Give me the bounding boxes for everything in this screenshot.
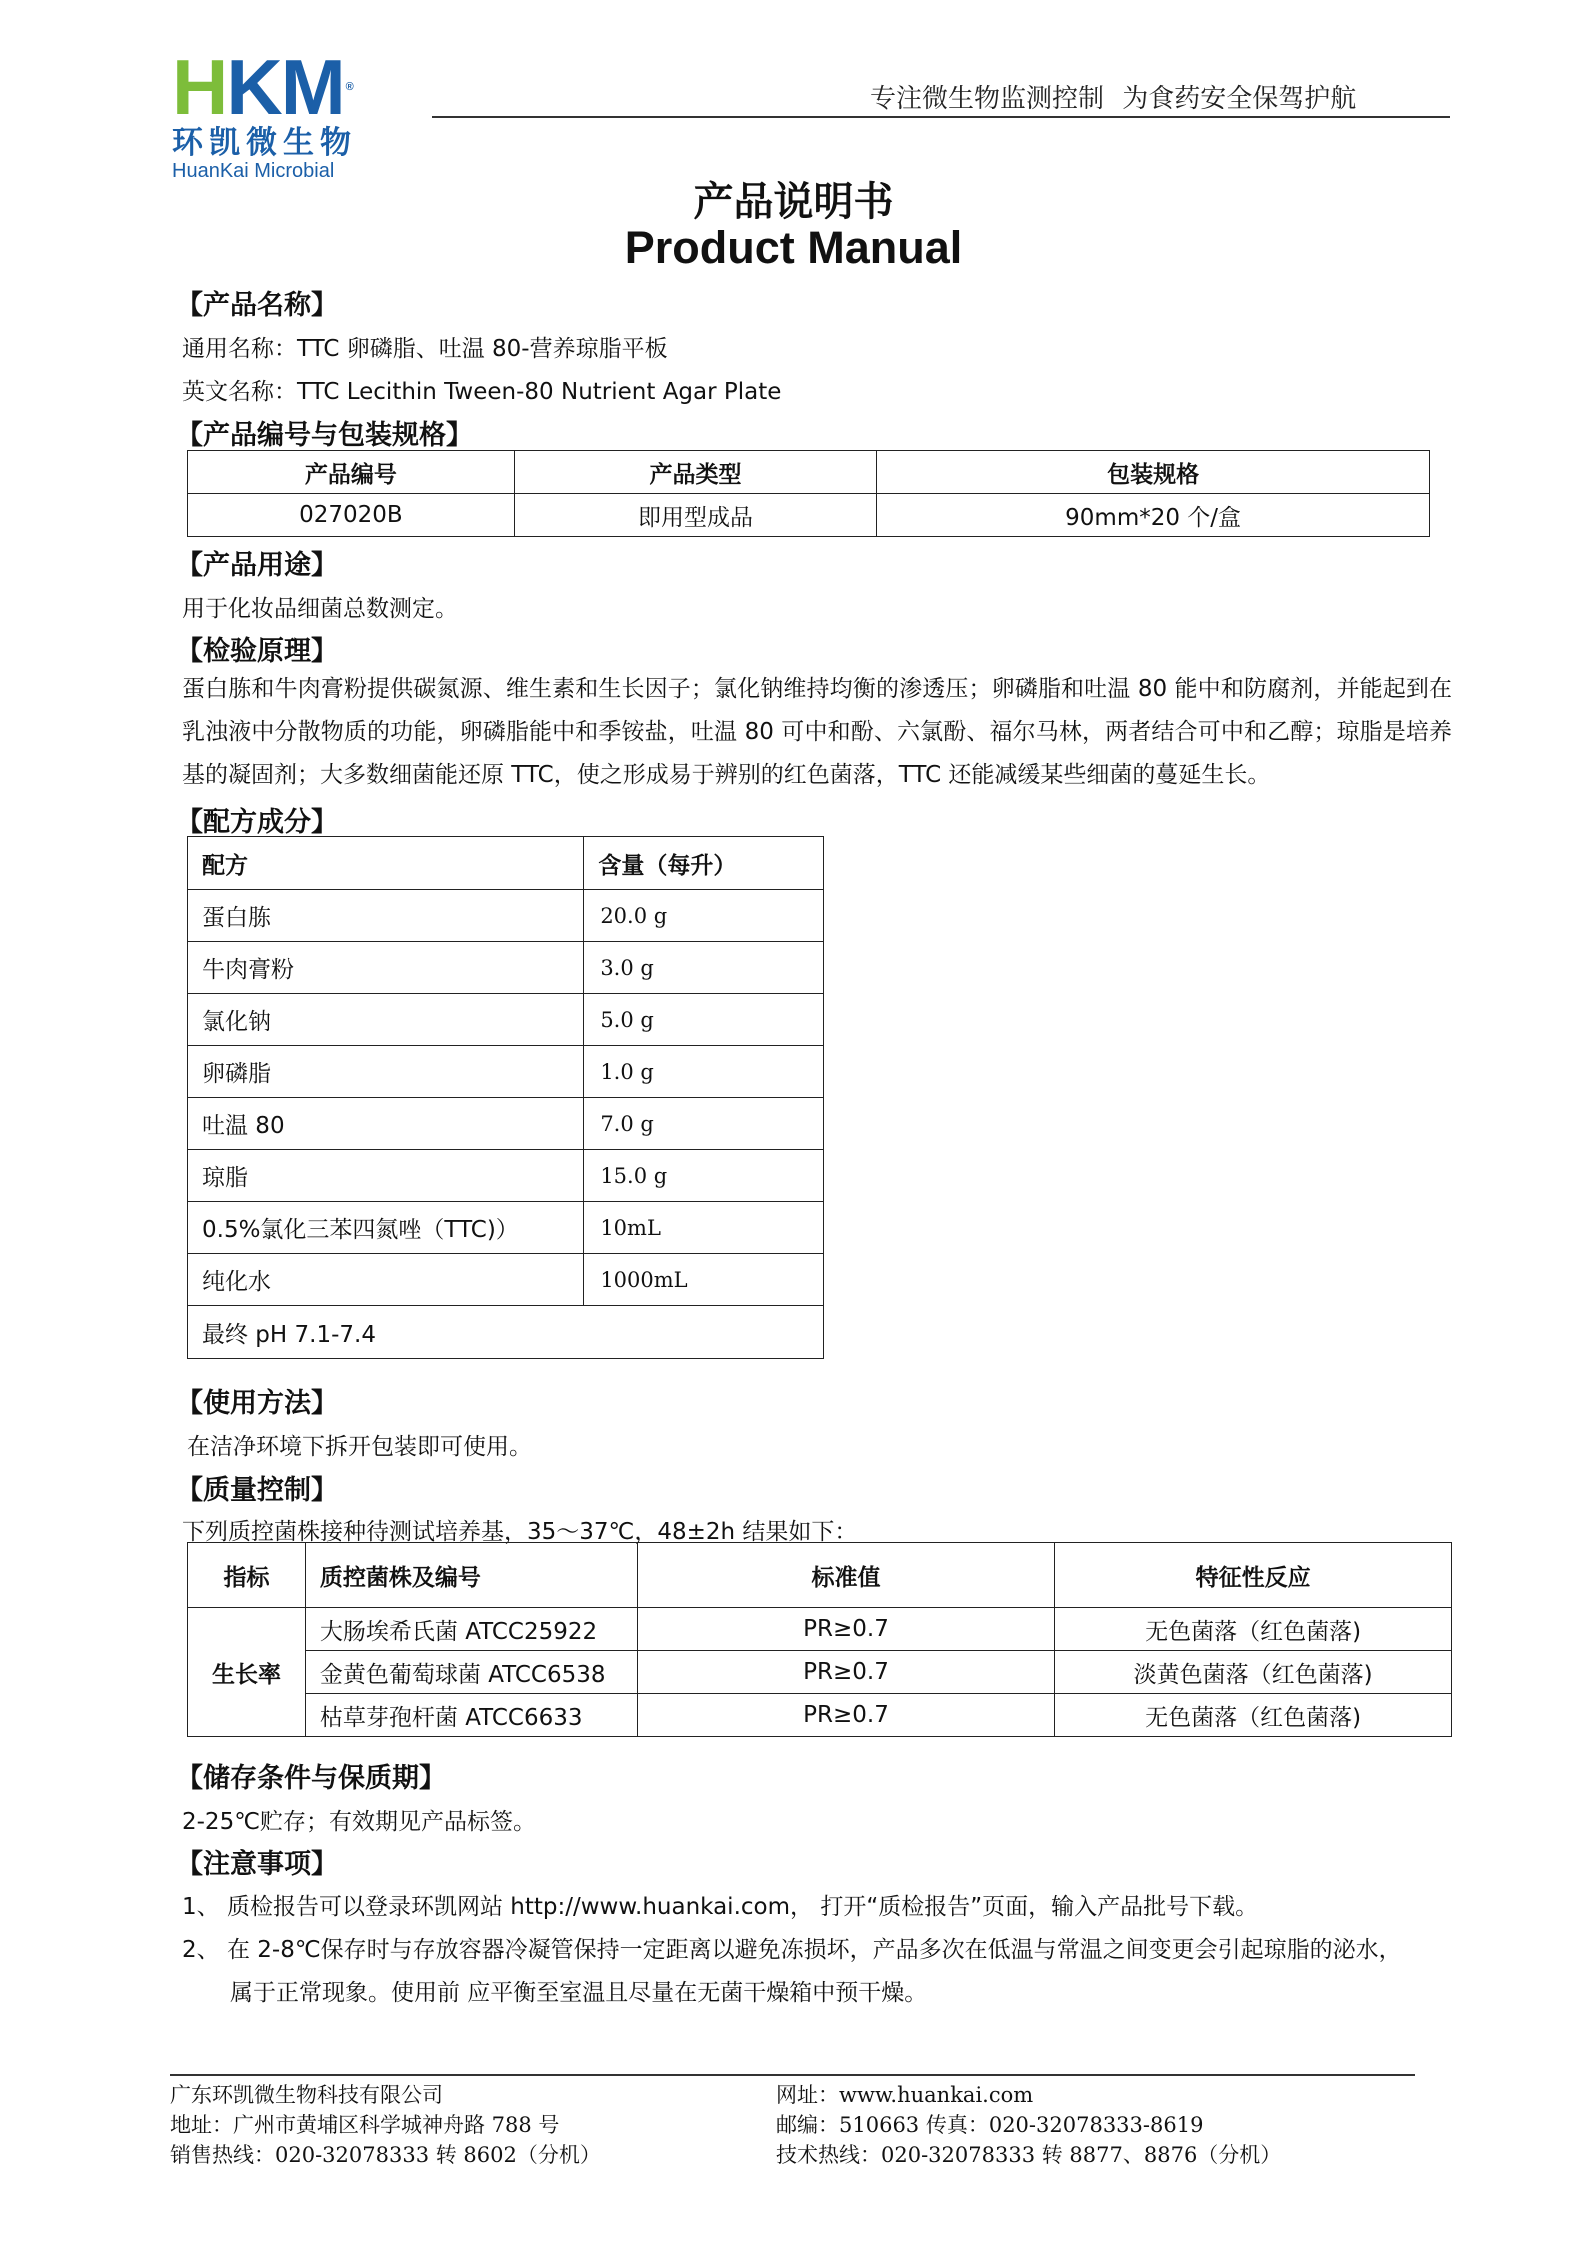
logo-chinese-name: 环凯微生物 — [172, 125, 357, 161]
qc-header-cell: 特征性反应 — [1055, 1543, 1452, 1608]
qc-reaction: 淡黄色菌落（红色菌落) — [1055, 1651, 1452, 1694]
table-row — [188, 1150, 824, 1202]
note-2-line-2: 属于正常现象。使用前 应平衡至室温且尽量在无菌干燥箱中预干燥。 — [230, 1980, 928, 2006]
table-row — [188, 942, 824, 994]
spec-header-cell: 产品类型 — [514, 451, 876, 494]
qc-standard: PR≥0.7 — [637, 1694, 1055, 1737]
qc-reaction: 无色菌落（红色菌落) — [1055, 1694, 1452, 1737]
table-row — [188, 1098, 824, 1150]
use-text: 用于化妆品细菌总数测定。 — [182, 596, 458, 622]
amount: 1000mL — [584, 1254, 824, 1306]
footer-right — [776, 2080, 1281, 2170]
product-type: 即用型成品 — [514, 494, 876, 537]
header-divider — [432, 116, 1450, 118]
footer-website: 网址：www.huankai.com — [776, 2083, 1034, 2107]
table-row — [188, 494, 1430, 537]
qc-strain: 金黄色葡萄球菌 ATCC6538 — [305, 1651, 637, 1694]
product-code: 027020B — [188, 494, 515, 537]
note-1: 1、 质检报告可以登录环凯网站 http://www.huankai.com， 打开“质检报告”页面，输入产品批号下载。 — [182, 1894, 1259, 1920]
company-logo — [172, 43, 432, 182]
formula-header-row — [188, 837, 824, 890]
footer-address: 地址：广州市黄埔区科学城神舟路 788 号 — [170, 2113, 560, 2137]
heading-use: 【产品用途】 — [176, 550, 338, 581]
registered-mark: ® — [345, 81, 352, 93]
amount: 15.0 g — [584, 1150, 824, 1202]
english-name: 英文名称：TTC Lecithin Tween-80 Nutrient Agar Plate — [182, 379, 782, 405]
spec-header-row — [188, 451, 1430, 494]
page-title-cn: 产品说明书 — [693, 179, 894, 225]
formula-header-cell: 配方 — [188, 837, 584, 890]
qc-strain: 大肠埃希氏菌 ATCC25922 — [305, 1608, 637, 1651]
ingredient: 牛肉膏粉 — [188, 942, 584, 994]
qc-header-cell: 质控菌株及编号 — [305, 1543, 637, 1608]
logo-letters — [172, 43, 432, 131]
table-row — [188, 1202, 824, 1254]
slogan: 专注微生物监测控制 为食药安全保驾护航 — [870, 84, 1357, 114]
table-row — [188, 1254, 824, 1306]
qc-header-cell: 指标 — [188, 1543, 306, 1608]
footer-company: 广东环凯微生物科技有限公司 — [170, 2083, 443, 2107]
amount: 20.0 g — [584, 890, 824, 942]
spec-table — [187, 450, 1430, 537]
table-row — [188, 994, 824, 1046]
logo-letter-m: M — [280, 43, 344, 131]
ingredient: 蛋白胨 — [188, 890, 584, 942]
qc-standard: PR≥0.7 — [637, 1651, 1055, 1694]
qc-header-cell: 标准值 — [637, 1543, 1055, 1608]
ingredient: 琼脂 — [188, 1150, 584, 1202]
heading-product-name: 【产品名称】 — [176, 290, 338, 321]
table-row — [188, 1046, 824, 1098]
formula-table — [187, 836, 824, 1359]
final-ph: 最终 pH 7.1-7.4 — [188, 1306, 824, 1359]
table-row — [188, 1651, 1452, 1694]
table-row — [188, 1694, 1452, 1737]
heading-formula: 【配方成分】 — [176, 807, 338, 838]
footer-postcode-fax: 邮编：510663 传真：020-32078333-8619 — [776, 2113, 1204, 2137]
spec-header-cell: 包装规格 — [877, 451, 1430, 494]
ingredient: 卵磷脂 — [188, 1046, 584, 1098]
footer-left — [170, 2080, 601, 2170]
qc-standard: PR≥0.7 — [637, 1608, 1055, 1651]
qc-reaction: 无色菌落（红色菌落) — [1055, 1608, 1452, 1651]
heading-qc: 【质量控制】 — [176, 1475, 338, 1506]
qc-intro: 下列质控菌株接种待测试培养基，35～37℃，48±2h 结果如下： — [182, 1519, 858, 1545]
storage-text: 2-25℃贮存；有效期见产品标签。 — [182, 1809, 537, 1835]
logo-letter-k: K — [226, 43, 281, 131]
principle-text: 蛋白胨和牛肉膏粉提供碳氮源、维生素和生长因子；氯化钠维持均衡的渗透压；卵磷脂和吐温 80 能中和防腐剂，并能起到在乳浊液中分散物质的功能，卵磷脂能中和季铵盐，吐温 80 可中和酚、六氯酚、福尔马林，两者结合可中和乙醇；琼脂是培养基的凝固剂；大多数细菌能还原 TTC，使之形成易于辨别的红色菌落，TTC 还能减缓某些细菌的蔓延生长。 — [182, 676, 1452, 788]
qc-strain: 枯草芽孢杆菌 ATCC6633 — [305, 1694, 637, 1737]
amount: 3.0 g — [584, 942, 824, 994]
formula-header-cell: 含量（每升） — [584, 837, 824, 890]
amount: 10mL — [584, 1202, 824, 1254]
heading-notes: 【注意事项】 — [176, 1849, 338, 1880]
footer-tech: 技术热线：020-32078333 转 8877、8876（分机） — [776, 2143, 1282, 2167]
spec-header-cell: 产品编号 — [188, 451, 515, 494]
qc-table — [187, 1542, 1452, 1737]
amount: 7.0 g — [584, 1098, 824, 1150]
usage-text: 在洁净环境下拆开包装即可使用。 — [187, 1434, 532, 1460]
table-row — [188, 890, 824, 942]
package-spec: 90mm*20 个/盒 — [877, 494, 1430, 537]
table-row — [188, 1306, 824, 1359]
ingredient: 0.5%氯化三苯四氮唑（TTC)） — [188, 1202, 584, 1254]
heading-principle: 【检验原理】 — [176, 636, 338, 667]
qc-header-row — [188, 1543, 1452, 1608]
qc-indicator: 生长率 — [188, 1608, 306, 1737]
footer-divider — [170, 2074, 1415, 2076]
amount: 5.0 g — [584, 994, 824, 1046]
heading-storage: 【储存条件与保质期】 — [176, 1763, 446, 1794]
common-name: 通用名称：TTC 卵磷脂、吐温 80-营养琼脂平板 — [182, 336, 668, 362]
logo-letter-h: H — [172, 43, 227, 131]
page-title-en: Product Manual — [624, 222, 963, 273]
note-2-line-1: 2、 在 2-8℃保存时与存放容器冷凝管保持一定距离以避免冻损坏，产品多次在低温与常温之间变更会引起琼脂的泌水， — [182, 1937, 1402, 1963]
heading-usage: 【使用方法】 — [176, 1388, 338, 1419]
footer-sales: 销售热线：020-32078333 转 8602（分机） — [170, 2143, 601, 2167]
logo-english-name: HuanKai Microbial — [172, 160, 335, 182]
ingredient: 纯化水 — [188, 1254, 584, 1306]
heading-spec: 【产品编号与包装规格】 — [176, 420, 473, 451]
amount: 1.0 g — [584, 1046, 824, 1098]
ingredient: 氯化钠 — [188, 994, 584, 1046]
table-row — [188, 1608, 1452, 1651]
ingredient: 吐温 80 — [188, 1098, 584, 1150]
